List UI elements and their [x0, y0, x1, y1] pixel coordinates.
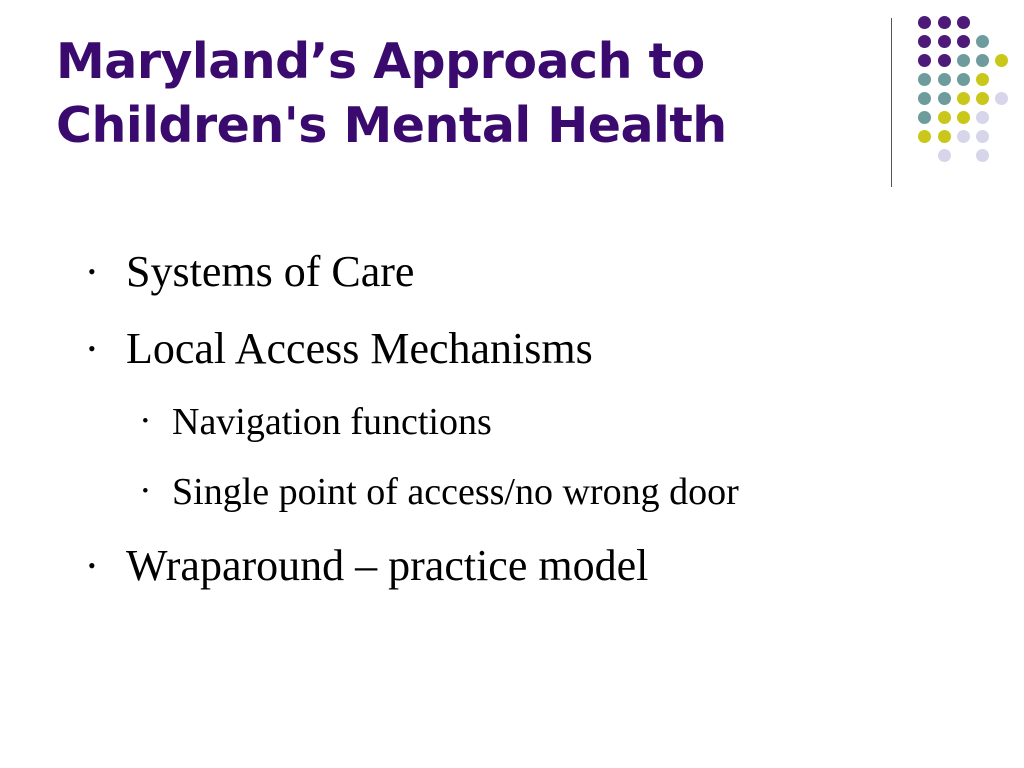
bullet-text: Systems of Care	[126, 247, 415, 296]
bullet-text: Wraparound – practice model	[126, 541, 649, 590]
bullet-text: Local Access Mechanisms	[126, 324, 593, 373]
bullet-item	[88, 541, 649, 591]
bullet-text: Navigation functions	[172, 401, 492, 443]
slide-title-line-2: Children's Mental Health	[56, 97, 727, 154]
bullet-icon: •	[88, 553, 96, 578]
sub-bullet-item	[142, 400, 492, 444]
slide-title-line-1: Maryland’s Approach to	[56, 33, 705, 90]
bullet-icon: •	[142, 481, 149, 502]
bullet-icon: •	[142, 411, 149, 432]
sub-bullet-item	[142, 470, 739, 514]
bullet-item	[88, 324, 593, 374]
bullet-item	[88, 247, 415, 297]
bullet-icon: •	[88, 336, 96, 361]
bullet-icon: •	[88, 259, 96, 284]
bullet-text: Single point of access/no wrong door	[172, 471, 739, 513]
